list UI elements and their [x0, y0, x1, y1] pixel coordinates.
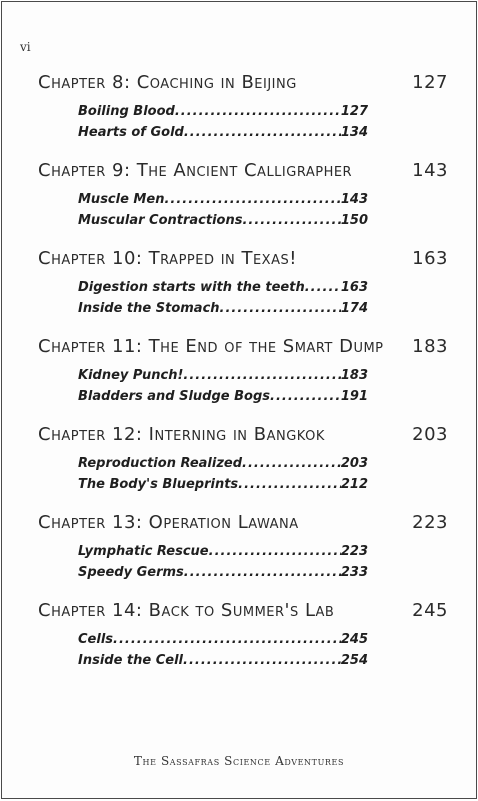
chapter-title: Chapter 13: Operation Lawana [38, 512, 299, 533]
running-footer: The Sassafras Science Adventures [133, 754, 345, 768]
dot-leader [184, 562, 341, 583]
chapter-title: Chapter 12: Interning in Bangkok [38, 424, 325, 445]
chapter-10 [38, 248, 458, 319]
dot-leader [113, 629, 341, 650]
chapter-page-number: 143 [412, 160, 448, 181]
toc-entry [78, 101, 368, 122]
page-number: vi [20, 40, 31, 54]
toc-entries [78, 365, 368, 407]
dot-leader [164, 189, 340, 210]
entry-page-number: 223 [340, 544, 368, 559]
dot-leader [183, 650, 341, 671]
dot-leader [242, 210, 340, 231]
entry-title: Reproduction Realized [78, 456, 243, 471]
dot-leader [220, 298, 341, 319]
toc-entry [78, 629, 368, 650]
toc-entry [78, 386, 368, 407]
entry-page-number: 203 [340, 456, 368, 471]
chapter-heading [38, 72, 458, 93]
chapter-page-number: 223 [412, 512, 448, 533]
chapter-page-number: 203 [412, 424, 448, 445]
chapter-8 [38, 72, 458, 143]
chapter-page-number: 127 [412, 72, 448, 93]
entry-page-number: 191 [340, 389, 368, 404]
entry-title: The Body's Blueprints [78, 477, 239, 492]
entry-page-number: 174 [340, 301, 368, 316]
toc-entry [78, 122, 368, 143]
dot-leader [238, 474, 341, 495]
chapter-heading [38, 160, 458, 181]
entry-page-number: 245 [340, 632, 368, 647]
entry-title: Inside the Stomach [78, 301, 220, 316]
toc-entry [78, 650, 368, 671]
chapter-11 [38, 336, 458, 407]
book-page [1, 1, 477, 799]
chapter-heading [38, 600, 458, 621]
chapter-page-number: 163 [412, 248, 448, 269]
toc-entries [78, 189, 368, 231]
chapter-title: Chapter 10: Trapped in Texas! [38, 248, 297, 269]
toc-entry [78, 210, 368, 231]
entry-page-number: 163 [340, 280, 368, 295]
entry-title: Inside the Cell [78, 653, 184, 668]
toc-entry [78, 541, 368, 562]
entry-page-number: 127 [340, 104, 368, 119]
entry-page-number: 150 [340, 213, 368, 228]
dot-leader [270, 386, 341, 407]
entry-title: Boiling Blood [78, 104, 175, 119]
toc-entry [78, 474, 368, 495]
entry-title: Digestion starts with the teeth [78, 280, 305, 295]
chapter-page-number: 245 [412, 600, 448, 621]
entry-title: Muscle Men [78, 192, 165, 207]
entry-title: Muscular Contractions [78, 213, 243, 228]
entry-title: Hearts of Gold [78, 125, 184, 140]
chapter-heading [38, 512, 458, 533]
dot-leader [175, 101, 341, 122]
toc-entry [78, 365, 368, 386]
toc-entries [78, 277, 368, 319]
entry-page-number: 254 [340, 653, 368, 668]
entry-title: Speedy Germs [78, 565, 184, 580]
dot-leader [209, 541, 341, 562]
dot-leader [183, 365, 340, 386]
entry-title: Kidney Punch! [78, 368, 184, 383]
dot-leader [305, 277, 341, 298]
dot-leader [184, 122, 341, 143]
entry-title: Lymphatic Rescue [78, 544, 209, 559]
toc-entries [78, 541, 368, 583]
chapter-9 [38, 160, 458, 231]
toc-entry [78, 562, 368, 583]
toc-entries [78, 453, 368, 495]
toc-entry [78, 277, 368, 298]
chapter-page-number: 183 [412, 336, 448, 357]
entry-page-number: 212 [340, 477, 368, 492]
toc-entries [78, 629, 368, 671]
toc-entry [78, 189, 368, 210]
toc-entries [78, 101, 368, 143]
chapter-heading [38, 424, 458, 445]
chapter-title: Chapter 8: Coaching in Beijing [38, 72, 297, 93]
entry-page-number: 143 [340, 192, 368, 207]
chapter-13 [38, 512, 458, 583]
entry-title: Bladders and Sludge Bogs [78, 389, 271, 404]
entry-page-number: 183 [340, 368, 368, 383]
entry-page-number: 134 [340, 125, 368, 140]
entry-title: Cells [78, 632, 114, 647]
dot-leader [242, 453, 341, 474]
chapter-heading [38, 336, 458, 357]
chapter-14 [38, 600, 458, 671]
chapter-heading [38, 248, 458, 269]
toc-entry [78, 298, 368, 319]
chapter-title: Chapter 11: The End of the Smart Dump [38, 336, 384, 357]
chapter-12 [38, 424, 458, 495]
chapter-title: Chapter 9: The Ancient Calligrapher [38, 160, 353, 181]
entry-page-number: 233 [340, 565, 368, 580]
toc-entry [78, 453, 368, 474]
chapter-title: Chapter 14: Back to Summer's Lab [38, 600, 335, 621]
